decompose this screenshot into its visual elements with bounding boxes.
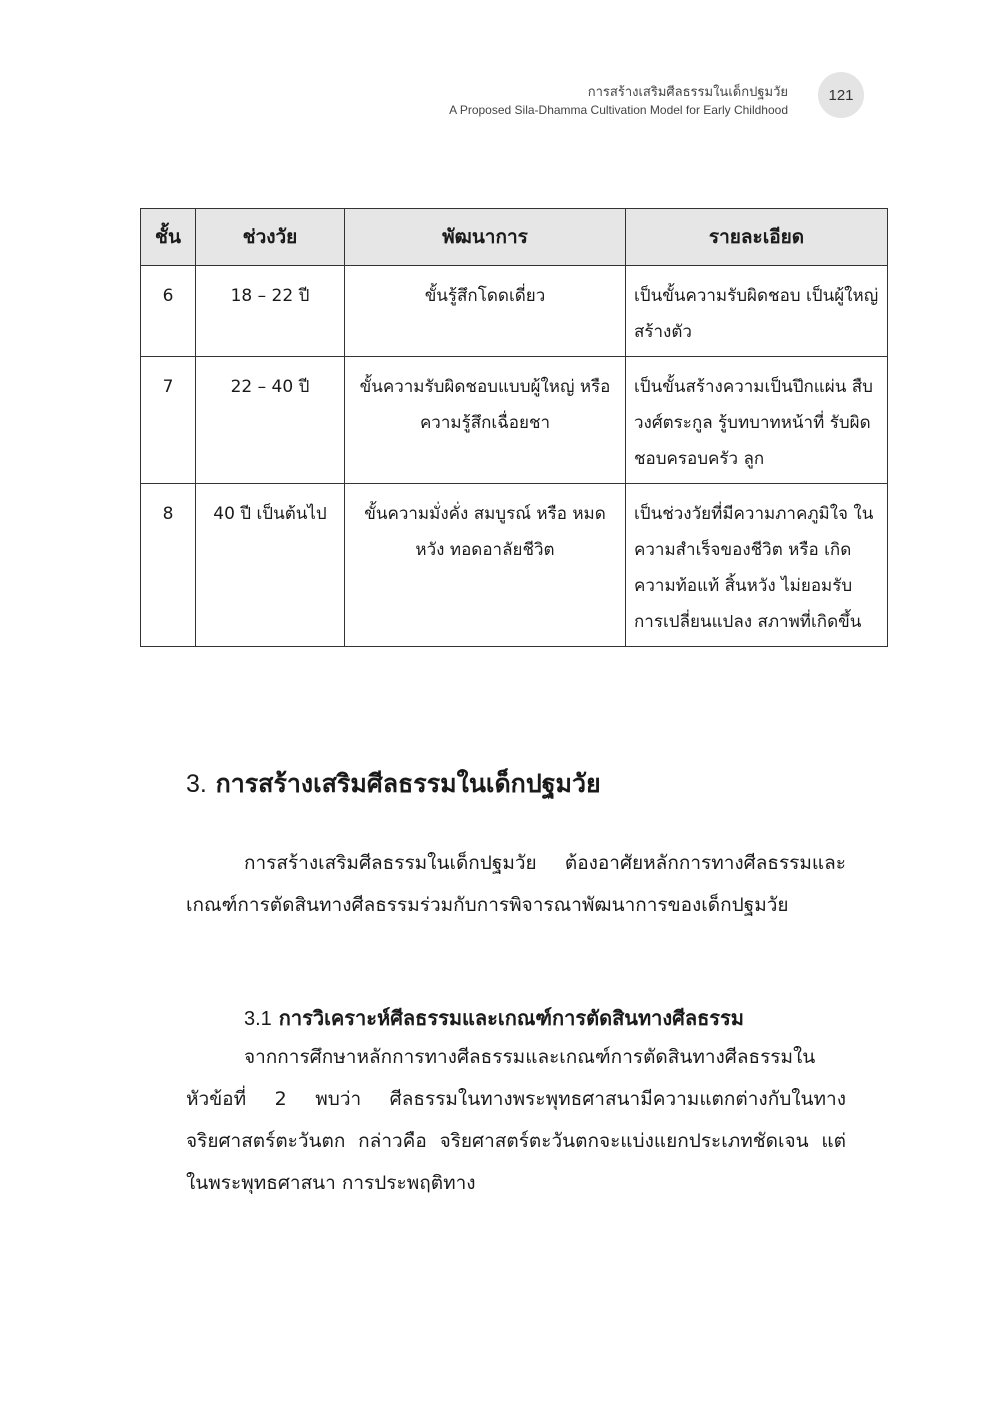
cell-age: 40 ปี เป็นต้นไป (196, 484, 345, 647)
table-row (141, 484, 888, 647)
cell-detail: เป็นขั้นความรับผิดชอบ เป็นผู้ใหญ่สร้างตัว (626, 266, 888, 357)
section-paragraph (186, 842, 846, 926)
cell-development: ขั้นความมั่งคั่ง สมบูรณ์ หรือ หมดหวัง ทอดอาลัยชีวิต (345, 484, 626, 647)
running-header (449, 84, 788, 119)
running-header-english-title: A Proposed Sila-Dhamma Cultivation Model for Early Childhood (449, 103, 788, 117)
header-stage: ชั้น (141, 209, 196, 266)
subsection-paragraph (186, 1036, 846, 1204)
cell-development: ขั้นรู้สึกโดดเดี่ยว (345, 266, 626, 357)
table-row (141, 357, 888, 484)
cell-age: 22 – 40 ปี (196, 357, 345, 484)
cell-development: ขั้นความรับผิดชอบแบบผู้ใหญ่ หรือความรู้สึกเฉื่อยชา (345, 357, 626, 484)
header-detail: รายละเอียด (626, 209, 888, 266)
section-number: 3. (186, 770, 207, 798)
cell-detail: เป็นขั้นสร้างความเป็นปึกแผ่น สืบวงศ์ตระกูล รู้บทบาทหน้าที่ รับผิดชอบครอบครัว ลูก (626, 357, 888, 484)
section-title: การสร้างเสริมศีลธรรมในเด็กปฐมวัย (215, 769, 601, 798)
subsection-paragraph-text: จากการศึกษาหลักการทางศีลธรรมและเกณฑ์การตัดสินทางศีลธรรมในหัวข้อที่ 2 พบว่า ศีลธรรมในทางพระพุทธศาสนามีความแตกต่างกับในทางจริยศาสตร์ตะวันตก กล่าวคือ จริยศาสตร์ตะวันตกจะแบ่งแยกประเภทชัดเจน แต่ในพระพุทธศาสนา การประพฤติทาง (186, 1046, 846, 1194)
section-paragraph-text: การสร้างเสริมศีลธรรมในเด็กปฐมวัย ต้องอาศัยหลักการทางศีลธรรมและเกณฑ์การตัดสินทางศีลธรรมร่วมกับการพิจารณาพัฒนาการของเด็กปฐมวัย (186, 852, 846, 916)
subsection-heading (244, 1002, 744, 1034)
running-header-thai-title: การสร้างเสริมศีลธรรมในเด็กปฐมวัย (587, 85, 788, 100)
section-heading (186, 764, 601, 804)
cell-stage: 7 (141, 357, 196, 484)
cell-stage: 6 (141, 266, 196, 357)
header-development: พัฒนาการ (345, 209, 626, 266)
development-stage-table (140, 208, 888, 647)
subsection-title: การวิเคราะห์ศีลธรรมและเกณฑ์การตัดสินทางศีลธรรม (278, 1006, 744, 1030)
cell-detail: เป็นช่วงวัยที่มีความภาคภูมิใจ ในความสำเร็จของชีวิต หรือ เกิดความท้อแท้ สิ้นหวัง ไม่ยอมรับการเปลี่ยนแปลง สภาพที่เกิดขึ้น (626, 484, 888, 647)
page-number-badge: 121 (818, 72, 864, 118)
cell-age: 18 – 22 ปี (196, 266, 345, 357)
table-row (141, 266, 888, 357)
cell-stage: 8 (141, 484, 196, 647)
subsection-number: 3.1 (244, 1008, 272, 1030)
table-header-row (141, 209, 888, 266)
header-age-range: ช่วงวัย (196, 209, 345, 266)
